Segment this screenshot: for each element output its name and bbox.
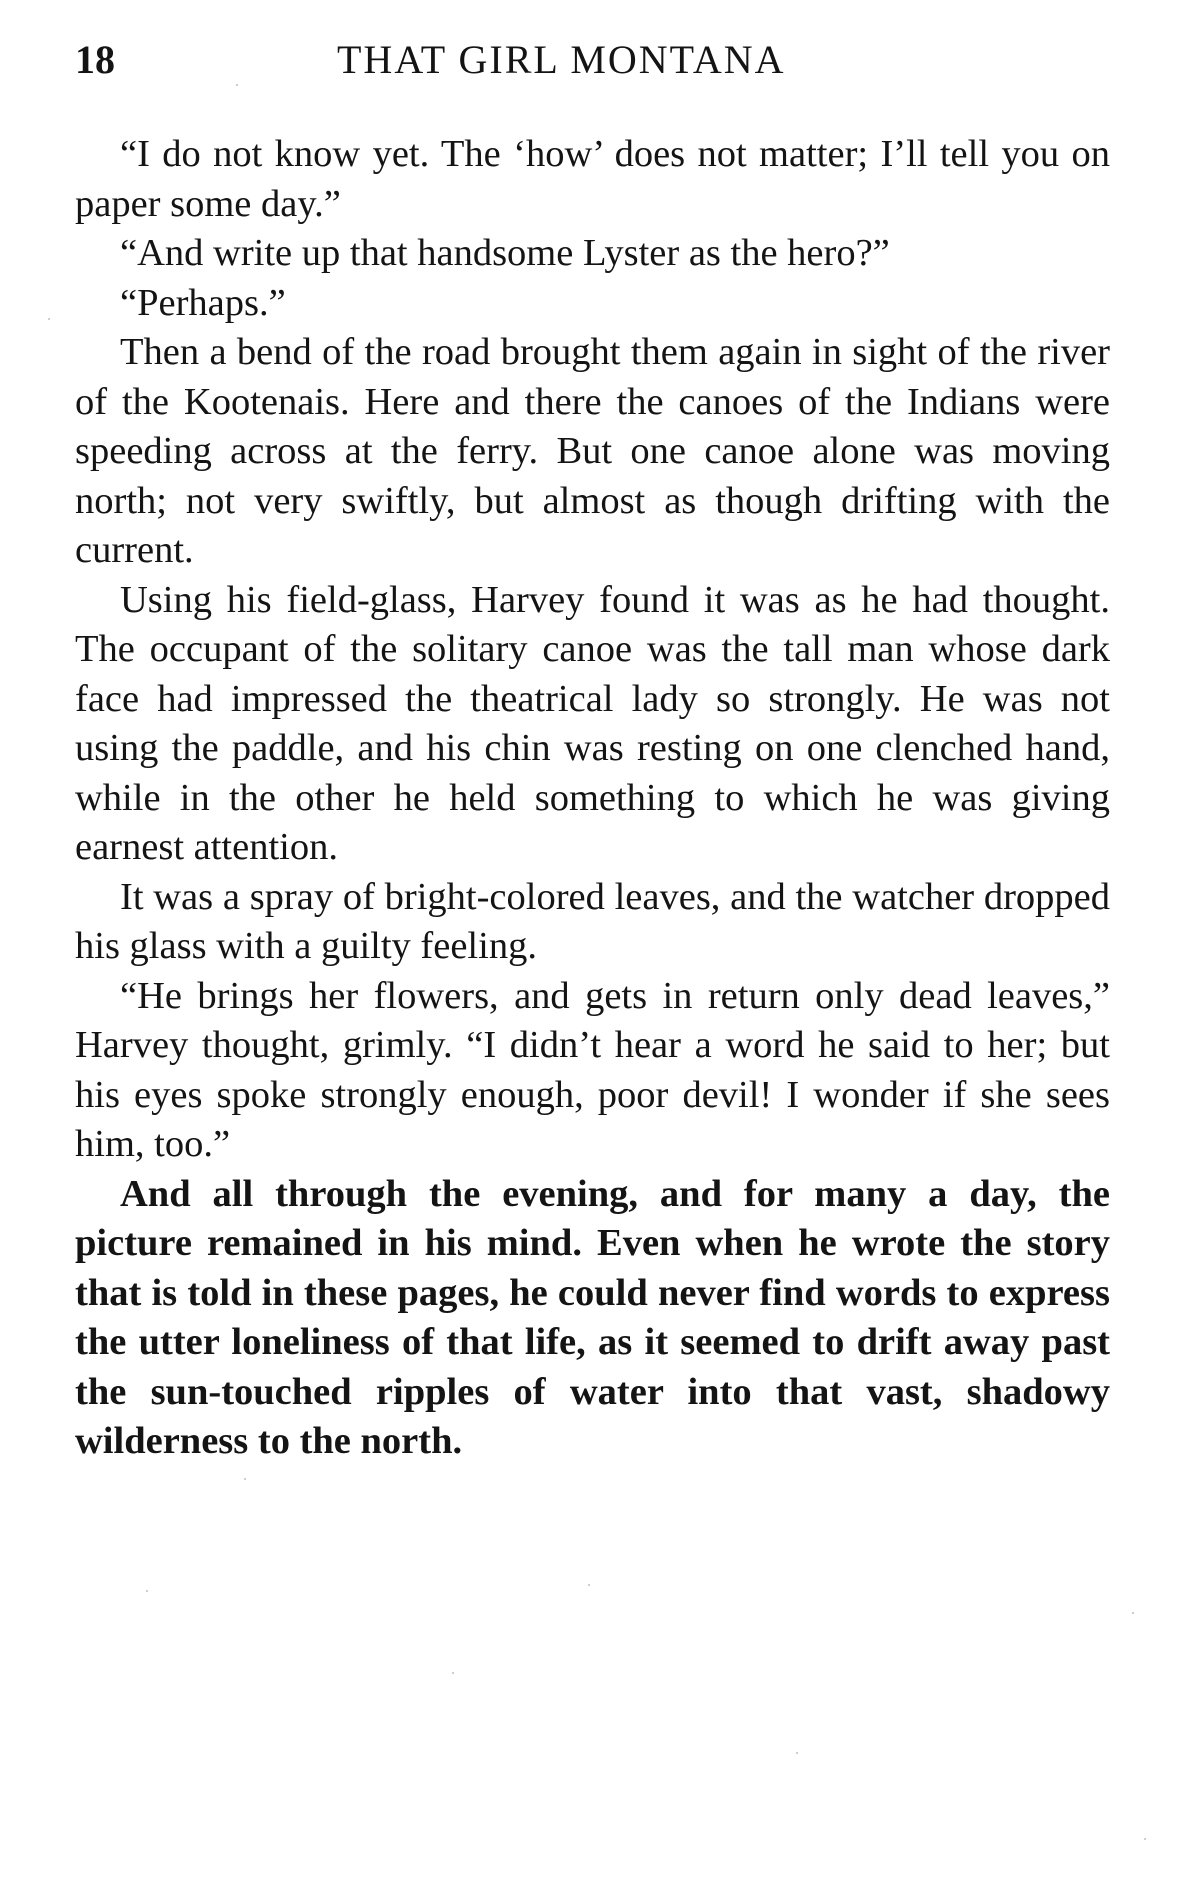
paper-speck: [452, 1672, 454, 1674]
paragraph: “Perhaps.”: [120, 281, 286, 324]
paragraph: Then a bend of the road brought them again in sight of the river of the Kootenais. Here and there the canoes of the Indians were speeding across at the ferry. But one canoe alone was moving north; not very swiftly, but almost as though drifting with the current.: [75, 331, 1110, 571]
book-title: THAT GIRL MONTANA: [337, 37, 786, 82]
paper-speck: [48, 318, 50, 320]
paragraph: It was a spray of bright-colored leaves, and the watcher dropped his glass with a guilty feeling.: [75, 875, 1110, 967]
paragraph: And all through the evening, and for many a day, the picture remained in his mind. Even when he wrote the story that is told in these pages, he could never find words to express the utter loneliness of that life, as it seemed to drift away past the sun-touched ripples of water into that vast, shadowy wilderness to the north.: [75, 1172, 1110, 1462]
running-head: [75, 28, 1110, 98]
paper-speck: [796, 1752, 798, 1754]
paper-speck: [588, 1584, 590, 1586]
paper-speck: [244, 1478, 246, 1480]
paragraph: “And write up that handsome Lyster as the hero?”: [120, 232, 890, 274]
paper-speck: [1144, 1838, 1146, 1840]
paragraph: “I do not know yet. The ‘how’ does not matter; I’ll tell you on paper some day.”: [75, 133, 1110, 225]
paper-speck: [1132, 1612, 1134, 1614]
paragraph: “He brings her flowers, and gets in return only dead leaves,” Harvey thought, grimly. “I didn’t hear a word he said to her; but his eyes spoke strongly enough, poor devil! I wonder if she sees him, too.”: [75, 974, 1110, 1165]
paragraph: Using his field-glass, Harvey found it was as he had thought. The occupant of the solitary canoe was the tall man whose dark face had impressed the theatrical lady so strongly. He was not using the paddle, and his chin was resting on one clenched hand, while in the other he held something to which he was giving earnest attention.: [75, 578, 1110, 868]
paper-speck: [236, 84, 238, 86]
body-text: [75, 130, 1110, 1467]
page-number: 18: [75, 37, 115, 82]
paper-speck: [146, 1590, 148, 1592]
